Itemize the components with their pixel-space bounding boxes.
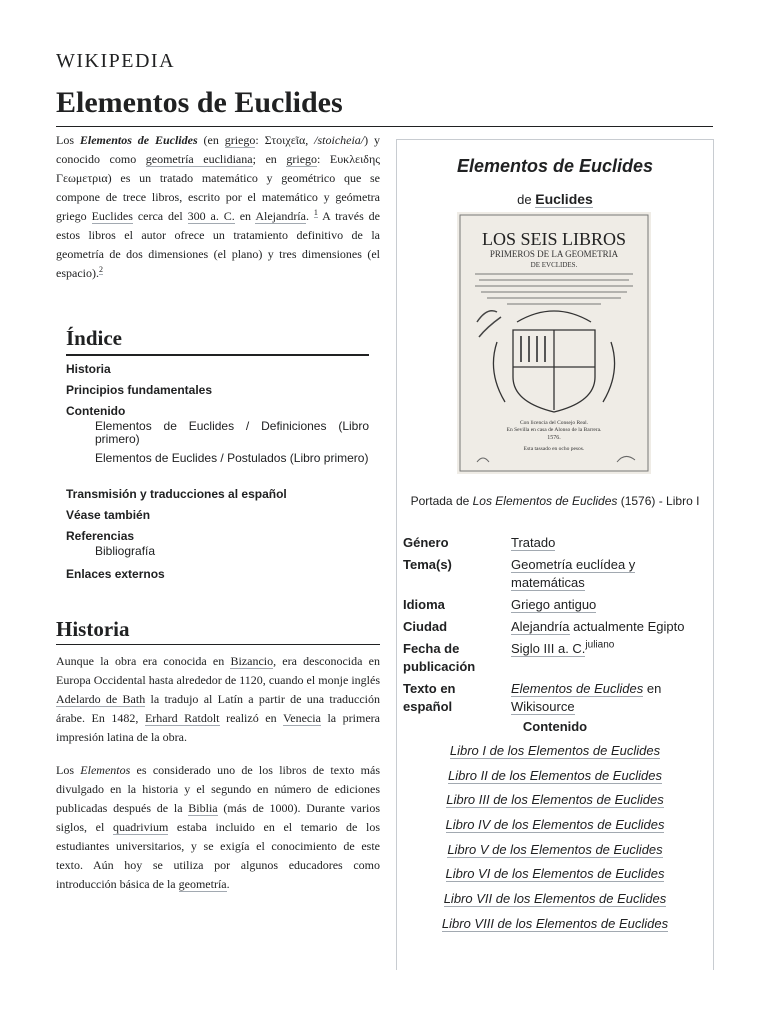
label-ciudad: Ciudad bbox=[403, 619, 448, 634]
link-libro-v[interactable]: Libro V de los Elementos de Euclides bbox=[447, 842, 663, 857]
toc-item-definiciones[interactable]: Elementos de Euclides / Definiciones (Libro primero) bbox=[95, 419, 369, 446]
value-genero bbox=[511, 534, 707, 552]
cover-title-line-2: PRIMEROS DE LA GEOMETRIA bbox=[489, 249, 619, 259]
book-link-8 bbox=[397, 916, 713, 931]
book-link-5 bbox=[397, 842, 713, 857]
link-libro-i[interactable]: Libro I de los Elementos de Euclides bbox=[449, 743, 661, 758]
value-temas bbox=[511, 556, 707, 592]
value-ciudad: Alejandría actualmente Egipto bbox=[511, 619, 685, 634]
toc-item-principios[interactable]: Principios fundamentales bbox=[66, 383, 213, 397]
table-of-contents bbox=[66, 326, 369, 581]
image-caption: Portada de Los Elementos de Euclides (1576) - Libro I bbox=[410, 494, 700, 508]
link-libro-ii[interactable]: Libro II de los Elementos de Euclides bbox=[448, 768, 662, 783]
link-alejandria[interactable]: Alejandría bbox=[255, 209, 306, 223]
intro-paragraph: Los Elementos de Euclides (en griego: Στοιχεῖα, /stoicheia/) y conocido como geometría euclidiana; en griego: Ευκλειδης Γεωμετρια) es un tratado matemático y geométrico que se compone de trece libros, escrito por el matemático y geómetra griego Euclides cerca del 300 a. C. en Alejandría. $^1$ A través de estos libros el autor ofrece un tratamiento definitivo de la geometría de dos dimensiones (el plano) y tres dimensiones (el espacio).$^2$ bbox=[56, 133, 381, 280]
book-link-2 bbox=[397, 768, 713, 783]
link-wikisource[interactable]: Wikisource bbox=[511, 699, 575, 714]
link-author-euclides[interactable]: Euclides bbox=[535, 191, 593, 207]
link-elementos-wikisource[interactable]: Elementos de Euclides bbox=[511, 681, 644, 696]
link-libro-vii[interactable]: Libro VII de los Elementos de Euclides bbox=[443, 891, 667, 906]
link-geometria-euclidiana[interactable]: geometría euclidiana bbox=[145, 152, 253, 166]
value-idioma bbox=[511, 596, 707, 614]
link-griego[interactable]: griego bbox=[224, 133, 256, 147]
link-bizancio[interactable]: Bizancio bbox=[230, 654, 274, 668]
label-idioma: Idioma bbox=[403, 597, 445, 612]
infobox-title: Elementos de Euclides bbox=[456, 156, 654, 176]
link-alejandria-ciudad[interactable]: Alejandría bbox=[511, 619, 570, 634]
link-griego-antiguo[interactable]: Griego antiguo bbox=[511, 597, 597, 612]
cover-title-line-1: LOS SEIS LIBROS bbox=[481, 229, 627, 249]
cover-price: Esta tassado en ocho pesos. bbox=[523, 446, 585, 452]
link-quadrivium[interactable]: quadrivium bbox=[112, 820, 169, 834]
infobox bbox=[396, 139, 714, 970]
link-tratado[interactable]: Tratado bbox=[511, 535, 556, 550]
link-siglo-iii[interactable]: Siglo III a. C. bbox=[511, 641, 586, 656]
page-title: Elementos de Euclides bbox=[56, 86, 343, 119]
toc-item-bibliografia[interactable]: Bibliografía bbox=[95, 544, 156, 558]
label-fecha: Fecha de publicación bbox=[403, 641, 476, 674]
label-genero: Género bbox=[403, 535, 449, 550]
value-texto-espanol: Elementos de Euclides en Wikisource bbox=[511, 681, 662, 714]
link-300-ac[interactable]: 300 a. C. bbox=[187, 209, 235, 223]
link-libro-iv[interactable]: Libro IV de los Elementos de Euclides bbox=[445, 817, 665, 832]
link-libro-iii[interactable]: Libro III de los Elementos de Euclides bbox=[446, 792, 664, 807]
link-libro-vi[interactable]: Libro VI de los Elementos de Euclides bbox=[445, 866, 665, 881]
book-link-1 bbox=[397, 743, 713, 758]
link-griego-2[interactable]: griego bbox=[286, 152, 318, 166]
label-temas: Tema(s) bbox=[403, 557, 452, 572]
book-cover-image[interactable] bbox=[457, 212, 651, 474]
link-geometria-euclidea[interactable]: Geometría euclídea y matemáticas bbox=[511, 557, 636, 590]
toc-item-transmision[interactable]: Transmisión y traducciones al español bbox=[66, 487, 287, 501]
title-divider bbox=[56, 126, 713, 127]
wikipedia-logo[interactable]: WIKIPEDIA bbox=[56, 50, 176, 72]
link-geometria[interactable]: geometría bbox=[178, 877, 227, 891]
link-ratdolt[interactable]: Erhard Ratdolt bbox=[144, 711, 220, 725]
cover-imprint-line-1: Con licencia del Consejo Real. bbox=[520, 420, 588, 426]
link-euclides[interactable]: Euclides bbox=[91, 209, 133, 223]
footnote-1[interactable]: 1 bbox=[313, 208, 318, 217]
value-fecha: Siglo III a. C.$^{juliano}$ bbox=[511, 639, 615, 656]
toc-heading: Índice bbox=[66, 326, 369, 356]
toc-item-enlaces[interactable]: Enlaces externos bbox=[66, 567, 165, 581]
toc-item-contenido[interactable]: Contenido bbox=[66, 404, 126, 418]
link-adelardo[interactable]: Adelardo de Bath bbox=[56, 692, 146, 706]
historia-paragraph-2: Los Elementos es considerado uno de los libros de texto más divulgado en la historia y el segundo en número de ediciones publicadas después de la Biblia (más de 1000). Durante varios siglos, el quadrivium estaba incluido en el temario de los estudiantes universitarios, y se exigía el conocimiento de este texto. Aún hoy se utiliza por algunos educadores como introducción básica de la geometría. bbox=[56, 763, 381, 891]
infobox-author: de Euclides bbox=[517, 191, 593, 207]
toc-item-postulados[interactable]: Elementos de Euclides / Postulados (Libro primero) bbox=[95, 451, 369, 465]
toc-item-historia[interactable]: Historia bbox=[66, 362, 111, 376]
link-biblia[interactable]: Biblia bbox=[188, 801, 218, 815]
infobox-contenido-heading: Contenido bbox=[522, 719, 588, 734]
book-cover-illustration bbox=[457, 212, 651, 474]
book-link-3 bbox=[397, 792, 713, 807]
label-texto-espanol: Texto en español bbox=[403, 681, 456, 714]
section-heading-historia: Historia bbox=[56, 617, 380, 645]
link-libro-viii[interactable]: Libro VIII de los Elementos de Euclides bbox=[441, 916, 669, 931]
cover-year: 1576. bbox=[547, 435, 561, 441]
book-link-6 bbox=[397, 866, 713, 881]
link-venecia[interactable]: Venecia bbox=[282, 711, 321, 725]
cover-title-line-3: DE EVCLIDES. bbox=[530, 261, 578, 269]
toc-item-vease[interactable]: Véase también bbox=[66, 508, 151, 522]
book-link-4 bbox=[397, 817, 713, 832]
historia-paragraph-1: Aunque la obra era conocida en Bizancio, era desconocida en Europa Occidental hasta alrededor de 1120, cuando el monje inglés Adelardo de Bath la tradujo al Latín a partir de una traducción árabe. En 1482, Erhard Ratdolt realizó en Venecia la primera impresión latina de la obra. bbox=[56, 654, 381, 744]
book-link-7 bbox=[397, 891, 713, 906]
toc-item-referencias[interactable]: Referencias bbox=[66, 529, 135, 543]
cover-imprint-line-2: En Sevilla en casa de Alonso de la Barrera. bbox=[506, 427, 602, 433]
footnote-2[interactable]: 2 bbox=[98, 265, 103, 274]
